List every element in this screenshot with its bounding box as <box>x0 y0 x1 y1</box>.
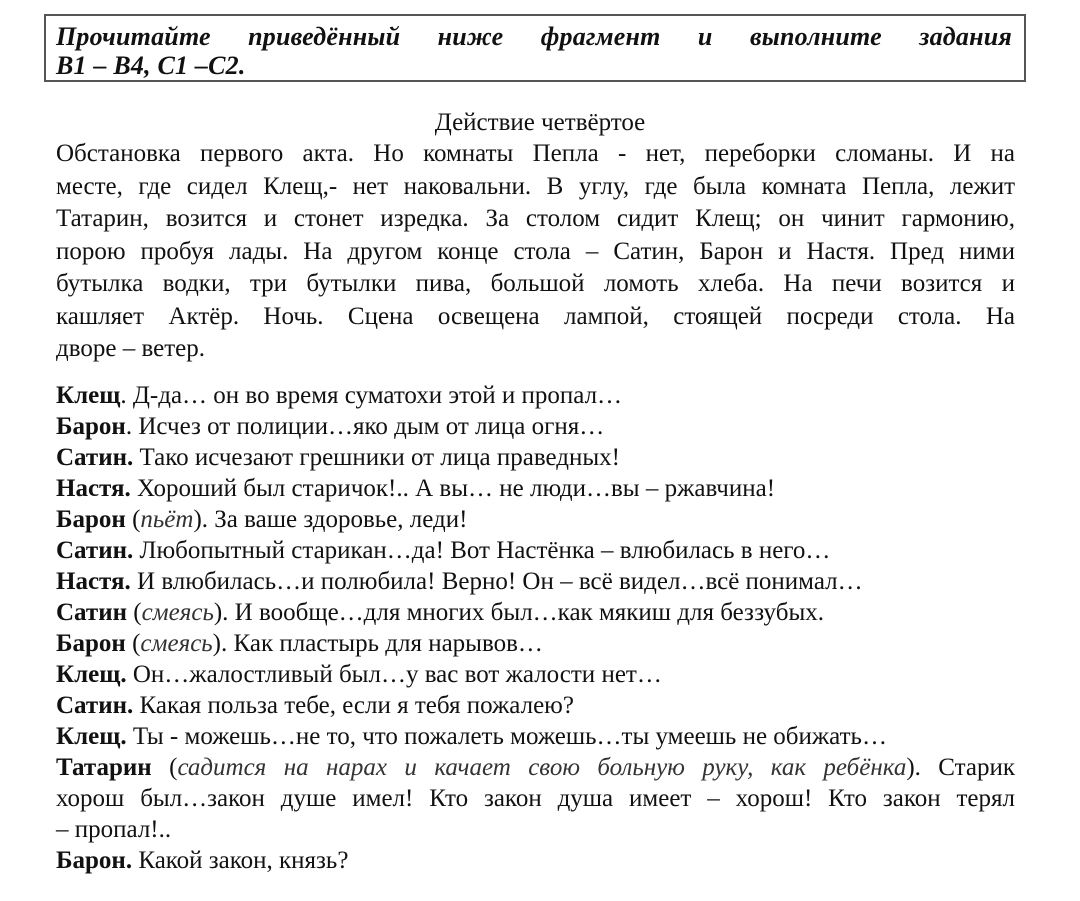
task-instruction-box <box>44 14 1026 82</box>
speaker-name: Барон <box>56 413 126 440</box>
dialogue-line: Настя. Хороший был старичок!.. А вы… не люди…вы – ржавчина! <box>56 475 776 502</box>
stage-line: порою пробуя лады. На другом конце стола – Сатин, Барон и Настя. Пред ними <box>56 237 1015 265</box>
stage-line: Татарин, возится и стонет изредка. За столом сидит Клещ; он чинит гармонию, <box>56 205 1015 232</box>
dialogue-line: Клещ. Д-да… он во время суматохи этой и пропал… <box>56 382 623 409</box>
speaker-name: Сатин <box>56 599 127 626</box>
dialogue-line: Сатин. Какая польза тебе, если я тебя пожалею? <box>56 692 574 719</box>
stage-direction: пьёт <box>140 506 194 533</box>
speaker-name: Барон <box>56 630 126 657</box>
speaker-name: Татарин <box>56 754 152 781</box>
dialogue-line: Барон. Исчез от полиции…яко дым от лица огня… <box>56 413 605 440</box>
dialogue-line-continued: – пропал!.. <box>56 816 172 843</box>
stage-line: дворе – ветер. <box>56 335 205 362</box>
dialogue-line: Барон (смеясь). Как пластырь для нарывов… <box>56 630 543 657</box>
act-title: Действие четвёртое <box>434 109 646 136</box>
dialogue-line: Клещ. Он…жалостливый был…у вас вот жалости нет… <box>56 661 662 688</box>
dialogue-line: Клещ. Ты - можешь…не то, что пожалеть можешь…ты умеешь не обижать… <box>56 723 887 750</box>
speaker-name: Сатин. <box>56 537 134 564</box>
stage-direction: смеясь <box>141 599 214 626</box>
speaker-name: Клещ <box>56 382 121 409</box>
stage-direction: садится на нарах и качает свою больную руку, как ребёнка <box>177 754 907 781</box>
task-instruction-line-2: В1 – В4, С1 –С2. <box>56 51 246 80</box>
speaker-name: Настя. <box>56 475 131 502</box>
dialogue-line: Барон. Какой закон, князь? <box>56 847 349 874</box>
stage-direction: смеясь <box>140 630 213 657</box>
speaker-name: Сатин. <box>56 692 134 719</box>
dialogue-line: Настя. И влюбилась…и полюбила! Верно! Он – всё видел…всё понимал… <box>56 568 863 595</box>
stage-line: бутылка водки, три бутылки пива, большой ломоть хлеба. На печи возится и <box>56 270 1015 297</box>
dialogue-line: Барон (пьёт). За ваше здоровье, леди! <box>56 506 468 533</box>
speaker-name: Барон. <box>56 847 133 874</box>
dialogue-line-continued: хорош был…закон душе имел! Кто закон душа имеет – хорош! Кто закон терял <box>56 785 1015 812</box>
stage-line: месте, где сидел Клещ,- нет наковальни. В углу, где была комната Пепла, лежит <box>56 172 1015 200</box>
stage-line: Обстановка первого акта. Но комнаты Пепла - нет, переборки сломаны. И на <box>56 140 1015 167</box>
dialogue-line: Татарин (садится на нарах и качает свою больную руку, как ребёнка). Старик <box>56 754 1016 781</box>
speaker-name: Настя. <box>56 568 131 595</box>
stage-line: кашляет Актёр. Ночь. Сцена освещена лампой, стоящей посреди стола. На <box>56 302 1015 330</box>
dialogue <box>56 380 1015 876</box>
speaker-name: Клещ. <box>56 723 127 750</box>
task-instruction-line-1: Прочитайте приведённый ниже фрагмент и выполните задания <box>56 22 1012 51</box>
dialogue-line: Сатин. Тако исчезают грешники от лица праведных! <box>56 444 620 471</box>
dialogue-line: Сатин. Любопытный старикан…да! Вот Настёнка – влюбилась в него… <box>56 537 831 564</box>
stage-directions <box>56 138 1015 366</box>
speaker-name: Сатин. <box>56 444 134 471</box>
dialogue-line: Сатин (смеясь). И вообще…для многих был…как мякиш для беззубых. <box>56 599 824 626</box>
speaker-name: Клещ. <box>56 661 127 688</box>
speaker-name: Барон <box>56 506 126 533</box>
